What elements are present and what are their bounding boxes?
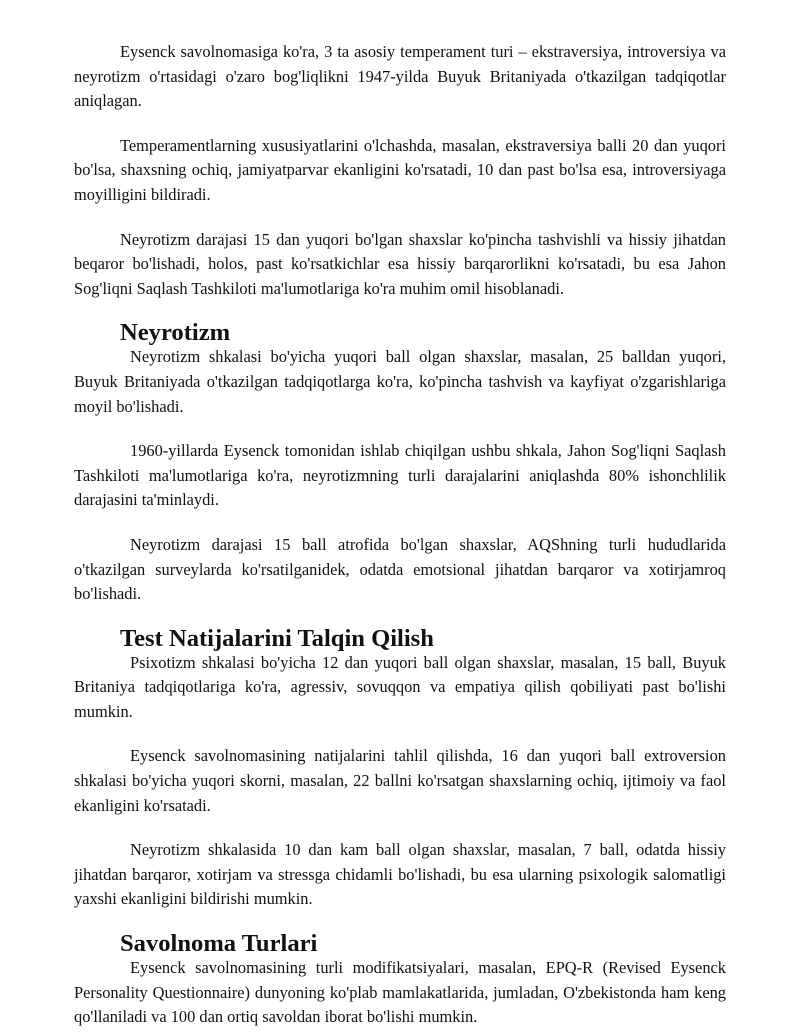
- section-heading-turlari: Savolnoma Turlari: [120, 930, 318, 958]
- intro-paragraph-3: Neyrotizm darajasi 15 dan yuqori bo'lgan shaxslar ko'pincha tashvishli va hissiy jihatdan beqaror bo'lishadi, holos, past ko'rsatkichlar esa hissiy barqarorlikni ko'rsatadi, bu esa Jahon Sog'liqni Saqlash Tashkiloti ma'lumotlariga ko'ra muhim omil hisoblanadi.: [74, 229, 726, 298]
- talqin-paragraph-3: Neyrotizm shkalasida 10 dan kam ball olgan shaxslar, masalan, 7 ball, odatda hissiy jihatdan barqaror, xotirjam va stressga chidamli bo'lishadi, bu esa ularning psixologik salomatligi yaxshi ekanligini bildirishi mumkin.: [74, 840, 726, 909]
- turlari-paragraph-1: Eysenck savolnomasining turli modifikatsiyalari, masalan, EPQ-R (Revised Eysenck Personality Questionnaire) dunyoning ko'plab mamlakatlarida, jumladan, O'zbekistonda ham keng qo'llaniladi va 100 dan ortiq savoldan iborat bo'lishi mumkin.: [74, 958, 726, 1027]
- section-neyrotizm: [74, 321, 726, 606]
- section-heading-neyrotizm: Neyrotizm: [120, 319, 231, 347]
- neyrotizm-paragraph-3: Neyrotizm darajasi 15 ball atrofida bo'lgan shaxslar, AQShning turli hududlarida o'tkazilgan surveylarda ko'rsatilganidek, odatda emotsional jihatdan barqaror va xotirjamroq bo'lishadi.: [74, 534, 726, 604]
- section-heading-talqin: Test Natijalarini Talqin Qilish: [120, 624, 434, 652]
- talqin-paragraph-2: Eysenck savolnomasining natijalarini tahlil qilishda, 16 dan yuqori ball extroversion shkalasi bo'yicha yuqori skorni, masalan, 22 ballni ko'rsatgan shaxslarning ochiq, ijtimoiy va faol ekanligini ko'rsatadi.: [74, 746, 726, 815]
- section-turlari: [74, 932, 726, 1030]
- document-page: [74, 40, 726, 1030]
- intro-paragraph-1: Eysenck savolnomasiga ko'ra, 3 ta asosiy temperament turi – ekstraversiya, introversiya va neyrotizm o'rtasidagi o'zaro bog'liqlikni 1947-yilda Buyuk Britaniyada o'tkazilgan tadqiqotlar aniqlagan.: [74, 42, 726, 111]
- section-talqin: [74, 624, 726, 912]
- intro-paragraph-2: Temperamentlarning xususiyatlarini o'lchashda, masalan, ekstraversiya balli 20 dan yuqori bo'lsa, shaxsning ochiq, jamiyatparvar ekanligini ko'rsatadi, 10 dan past bo'lsa esa, introversiyaga moyilligini bildiradi.: [74, 135, 726, 204]
- neyrotizm-paragraph-1: Neyrotizm shkalasi bo'yicha yuqori ball olgan shaxslar, masalan, 25 balldan yuqori, Buyuk Britaniyada o'tkazilgan tadqiqotlarga ko'ra, ko'pincha tashvish va kayfiyat o'zgarishlariga moyil bo'lishadi.: [74, 347, 726, 416]
- neyrotizm-paragraph-2: 1960-yillarda Eysenck tomonidan ishlab chiqilgan ushbu shkala, Jahon Sog'liqni Saqlash Tashkiloti ma'lumotlariga ko'ra, neyrotizmning turli darajalarini aniqlashda 80% ishonchlilik darajasini ta'minlaydi.: [74, 441, 726, 510]
- talqin-paragraph-1: Psixotizm shkalasi bo'yicha 12 dan yuqori ball olgan shaxslar, masalan, 15 ball, Buyuk Britaniya tadqiqotlariga ko'ra, agressiv, sovuqqon va empatiya qilish qobiliyati past bo'lishi mumkin.: [74, 652, 726, 721]
